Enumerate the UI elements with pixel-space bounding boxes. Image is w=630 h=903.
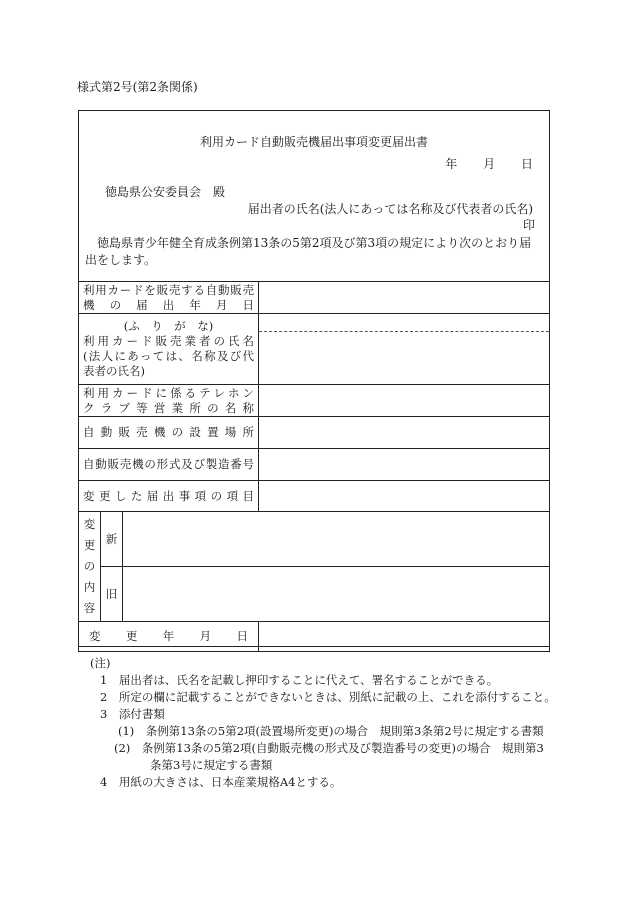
field-club-name[interactable] <box>259 385 550 417</box>
addressee: 徳島県公安委員会 殿 <box>105 185 226 199</box>
seal-mark: 印 <box>522 218 535 232</box>
field-location[interactable] <box>259 417 550 449</box>
label-new: 新 <box>101 512 123 567</box>
notes-header: (注) <box>90 656 111 670</box>
row-change-old <box>79 567 550 622</box>
field-notify-date[interactable] <box>259 282 550 314</box>
note-item-1: 1 届出者は、氏名を記載し押印することに代えて、署名することができる。 <box>100 673 499 687</box>
document-title: 利用カード自動販売機届出事項変更届出書 <box>199 135 428 149</box>
field-furigana[interactable] <box>259 314 549 332</box>
row-notify-date <box>79 282 550 314</box>
label-location: 自動販売機の設置場所 <box>79 417 259 449</box>
declaration-text: 徳島県青少年健全育成条例第13条の5第2項及び第3項の規定により次のとおり届出をします。 <box>85 236 532 267</box>
note-item-2: 2 所定の欄に記載することができないときは、別紙に記載の上、これを添付すること。 <box>100 690 556 704</box>
label-furigana: (ふ り が な) <box>123 319 214 333</box>
field-seller-name-main[interactable] <box>259 332 549 384</box>
form-number: 様式第2号(第2条関係) <box>77 80 198 94</box>
label-club-name: 利用カードに係るテレホン クラブ等営業所の名称 <box>79 385 259 417</box>
row-change-date <box>79 622 550 652</box>
label-old: 旧 <box>101 567 123 622</box>
label-changed-item: 変更した届出事項の項目 <box>79 481 259 512</box>
form-header <box>79 111 549 282</box>
label-seller-name: (ふ り が な) 利用カード販売業者の氏名 (法人にあっては、名称及び代 表者の氏名) <box>79 314 259 385</box>
field-changed-item[interactable] <box>259 481 550 512</box>
applicant-label: 届出者の氏名(法人にあっては名称及び代表者の氏名) <box>247 202 533 216</box>
label-change-date: 変 更 年 月 日 <box>79 622 259 652</box>
label-change-content: 変 更 の 内 容 <box>79 512 101 622</box>
row-location <box>79 417 550 449</box>
label-notify-date: 利用カードを販売する自動販売 機の届出年月日 <box>79 282 259 314</box>
note-sub-2: (2) 条例第13条の5第2項(自動販売機の形式及び製造番号の変更)の場合 規則第3 <box>114 741 544 755</box>
date-line <box>423 155 533 172</box>
date-month-unit: 月 <box>483 157 496 171</box>
note-item-3: 3 添付書類 <box>100 707 165 721</box>
note-item-4: 4 用紙の大きさは、日本産業規格A4とする。 <box>100 775 342 789</box>
form-box <box>78 110 550 647</box>
field-change-old[interactable] <box>123 567 550 622</box>
label-model-serial: 自動販売機の形式及び製造番号 <box>79 449 259 481</box>
field-change-date[interactable] <box>259 622 550 652</box>
fields-table <box>78 281 550 652</box>
row-club-name <box>79 385 550 417</box>
row-changed-item <box>79 481 550 512</box>
note-sub-2-cont: 条第3号に規定する書類 <box>150 758 273 772</box>
field-seller-name[interactable] <box>259 314 550 385</box>
date-year-unit: 年 <box>445 157 458 171</box>
row-seller-name <box>79 314 550 385</box>
row-model-serial <box>79 449 550 481</box>
notes-section <box>90 655 560 791</box>
note-sub-1: (1) 条例第13条の5第2項(設置場所変更)の場合 規則第3条第2号に規定する書類 <box>118 724 544 738</box>
date-day-unit: 日 <box>520 157 533 171</box>
row-change-new <box>79 512 550 567</box>
field-model-serial[interactable] <box>259 449 550 481</box>
field-change-new[interactable] <box>123 512 550 567</box>
